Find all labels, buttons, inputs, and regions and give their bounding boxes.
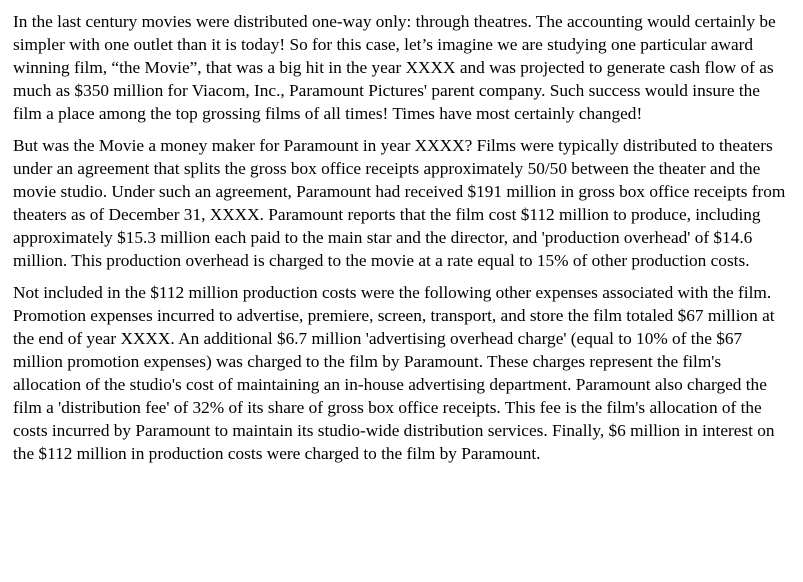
paragraph-1: In the last century movies were distributed one-way only: through theatres. The accounting would certainly be simpler with one outlet than it is today! So for this case, let’s imagine we are studying one particular award winning film, “the Movie”, that was a big hit in the year XXXX and was projected to generate cash flow of as much as $350 million for Viacom, Inc., Paramount Pictures' parent company. Such success would insure the film a place among the top grossing films of all times! Times have most certainly changed! [13,12,776,123]
paragraph-3: Not included in the $112 million production costs were the following other expenses associated with the film. Promotion expenses incurred to advertise, premiere, screen, transport, and store the film totaled $67 million at the end of year XXXX. An additional $6.7 million 'advertising overhead charge' (equal to 10% of the $67 million promotion expenses) was charged to the film by Paramount. These charges represent the film's allocation of the studio's cost of maintaining an in-house advertising department. Paramount also charged the film a 'distribution fee' of 32% of its share of gross box office receipts. This fee is the film's allocation of the costs incurred by Paramount to maintain its studio-wide distribution services. Finally, $6 million in interest on the $112 million in production costs were charged to the film by Paramount. [13,283,775,463]
paragraph-2: But was the Movie a money maker for Paramount in year XXXX? Films were typically distributed to theaters under an agreement that splits the gross box office receipts approximately 50/50 between the theater and the movie studio. Under such an agreement, Paramount had received $191 million in gross box office receipts from theaters as of December 31, XXXX. Paramount reports that the film cost $112 million to produce, including approximately $15.3 million each paid to the main star and the director, and 'production overhead' of $14.6 million. This production overhead is charged to the movie at a rate equal to 15% of other production costs. [13,136,786,270]
